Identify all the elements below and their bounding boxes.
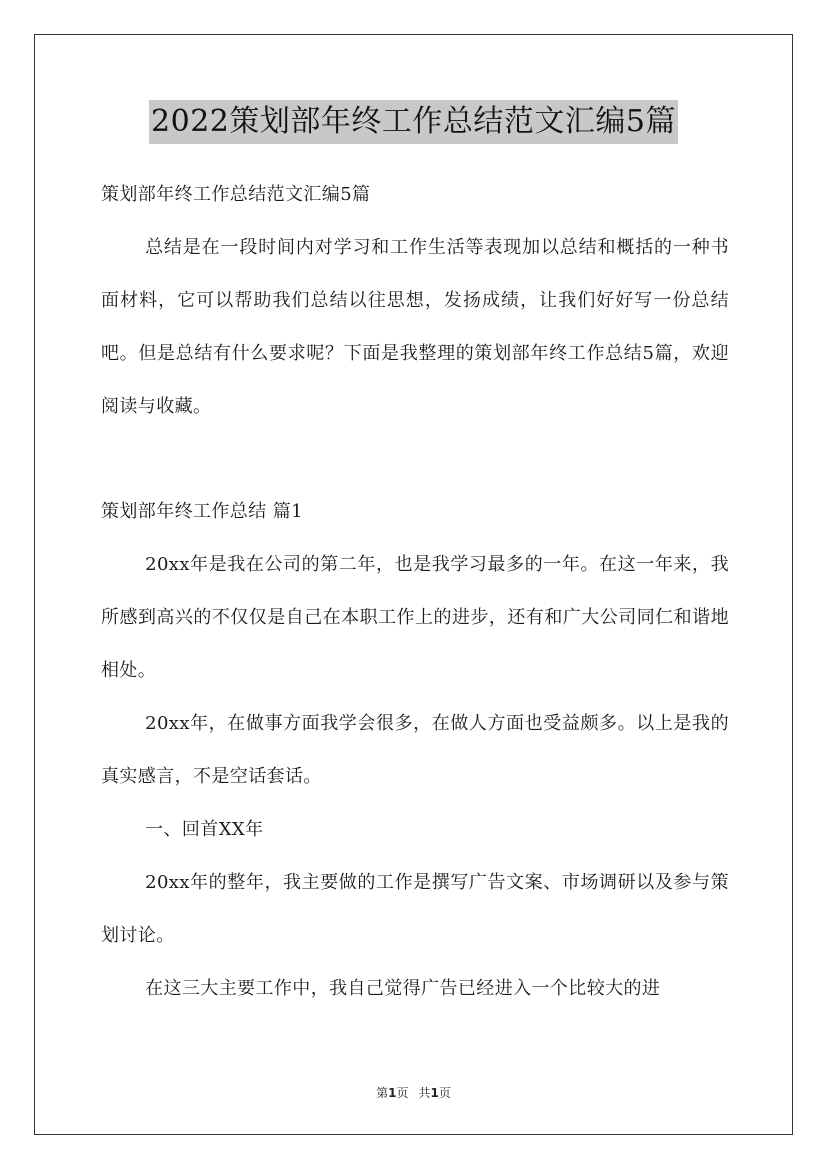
page-number: 1: [388, 1086, 397, 1100]
title-container: [0, 100, 827, 144]
subtitle-line: 策划部年终工作总结范文汇编5篇: [101, 184, 371, 205]
page-suffix: 页: [396, 1086, 409, 1100]
total-suffix: 页: [438, 1086, 451, 1100]
body-paragraph: 20xx年的整年，我主要做的工作是撰写广告文案、市场调研以及参与策划讨论。: [101, 872, 729, 946]
document-title: 2022策划部年终工作总结范文汇编5篇: [149, 100, 678, 144]
document-body: [101, 168, 729, 1015]
total-pages: 1: [430, 1086, 439, 1100]
intro-paragraph: 总结是在一段时间内对学习和工作生活等表现加以总结和概括的一种书面材料，它可以帮助我们总结以往思想，发扬成绩，让我们好好写一份总结吧。但是总结有什么要求呢？下面是我整理的策划部年终工作总结5篇，欢迎阅读与收藏。: [101, 237, 729, 417]
body-paragraph: 20xx年，在做事方面我学会很多，在做人方面也受益颇多。以上是我的真实感言，不是空话套话。: [101, 713, 729, 787]
section-heading: 策划部年终工作总结 篇1: [101, 501, 303, 522]
page-footer: [0, 1085, 827, 1101]
page-prefix: 第: [376, 1086, 389, 1100]
subheading: 一、回首XX年: [145, 819, 264, 840]
body-paragraph: 20xx年是我在公司的第二年，也是我学习最多的一年。在这一年来，我所感到高兴的不仅仅是自己在本职工作上的进步，还有和广大公司同仁和谐地相处。: [101, 554, 729, 681]
total-prefix: 共: [418, 1086, 431, 1100]
body-paragraph: 在这三大主要工作中，我自己觉得广告已经进入一个比较大的进: [145, 978, 661, 999]
